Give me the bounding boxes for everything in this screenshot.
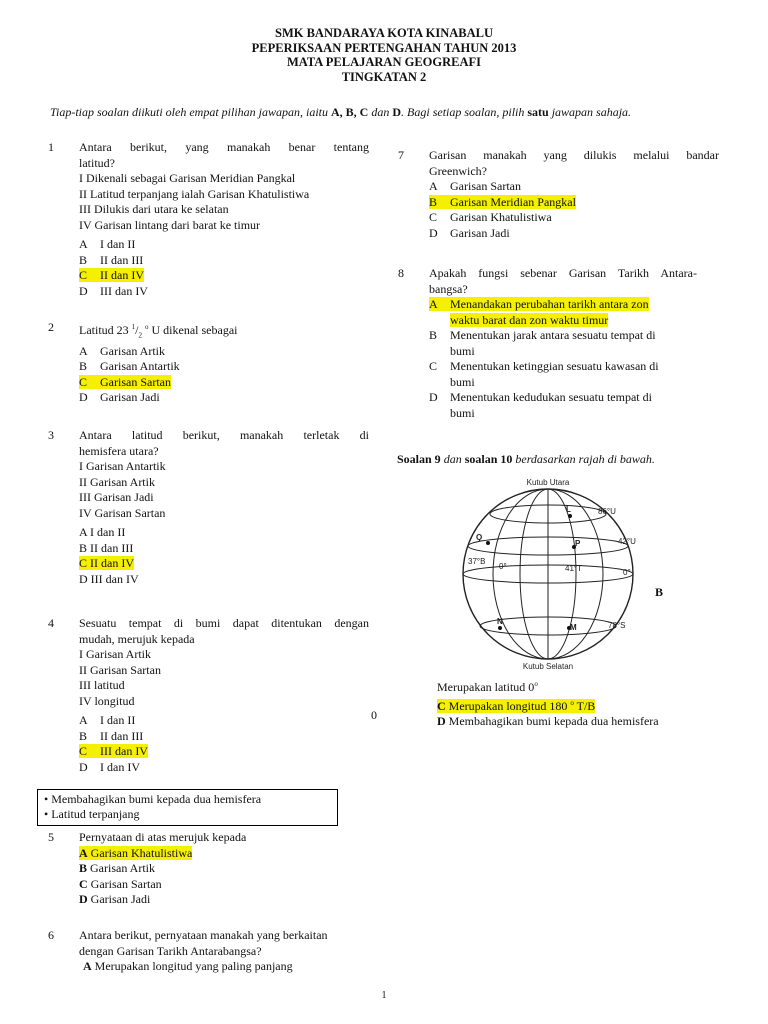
option-a: A Garisan Sartan — [429, 179, 521, 193]
option-a-highlighted-cont: waktu barat dan zon waktu timur — [450, 312, 609, 327]
question-4 — [48, 616, 369, 775]
option-c-highlighted: C Merupakan longitud 180 $^o$ T/B — [437, 698, 596, 713]
option-c-highlighted: C II dan IV — [79, 268, 144, 282]
statement-box — [37, 789, 338, 826]
question-stem: Greenwich? — [429, 163, 487, 178]
question-number: 5 — [48, 830, 54, 844]
option-a: A Garisan Artik — [79, 343, 165, 358]
option-c: C Garisan Khatulistiwa — [429, 210, 552, 224]
point-l-label: L — [566, 505, 571, 514]
option-d: D III dan IV — [79, 571, 139, 586]
point-p-label: P — [575, 539, 581, 548]
lat-78-label: 78°S — [608, 621, 626, 630]
option-b-highlighted: B Garisan Meridian Pangkal — [429, 194, 576, 209]
option-d: D Membahagikan bumi kepada dua hemisfera — [437, 714, 659, 728]
instructions-text: Tiap-tiap soalan diikuti oleh empat pilihan jawapan, iaitu — [50, 105, 332, 119]
point-q — [486, 541, 490, 545]
instructions-letters: A, B, C — [331, 105, 369, 119]
exam-header — [0, 26, 768, 84]
option-d: D Garisan Jadi — [79, 390, 160, 405]
instructions — [50, 105, 750, 121]
question-stem: Antara berikut, yang manakah benar tentang — [79, 140, 369, 154]
option-d: D Menentukan kedudukan sesuatu tempat di — [429, 390, 652, 404]
option-b: B II dan III — [79, 252, 144, 267]
lat-42-label: 42°U — [618, 537, 636, 546]
south-pole-label: Kutub Selatan — [522, 662, 574, 671]
north-pole-label: Kutub Utara — [526, 478, 570, 487]
option-c: C Garisan Sartan — [79, 876, 162, 891]
question-number: 4 — [48, 616, 54, 630]
question-number: 6 — [48, 928, 54, 942]
statement: II Latitud terpanjang ialah Garisan Khatulistiwa — [79, 186, 310, 201]
question-number: 8 — [398, 266, 404, 280]
page-number: 1 — [381, 990, 387, 1001]
school-name: SMK BANDARAYA KOTA KINABALU — [275, 26, 493, 40]
question-stem: Antara berikut, pernyataan manakah yang berkaitan — [79, 928, 328, 942]
option-c-highlighted: C Garisan Sartan — [79, 374, 171, 389]
question-6-continued — [437, 677, 727, 730]
form-title: TINGKATAN 2 — [341, 69, 427, 84]
question-stem: dengan Garisan Tarikh Antarabangsa? — [79, 943, 262, 958]
bullet-statement: • Latitud terpanjang — [44, 807, 140, 821]
question-stem: Sesuatu tempat di bumi dapat ditentukan dengan — [79, 616, 369, 630]
question-1 — [48, 140, 369, 299]
option-b: B II dan III — [79, 728, 144, 743]
statement: II Garisan Sartan — [79, 662, 161, 677]
question-8 — [398, 266, 697, 421]
question-stem: Pernyataan di atas merujuk kepada — [79, 830, 247, 844]
option-b: B Garisan Antartik — [79, 359, 180, 374]
question-stem: Apakah fungsi sebenar Garisan Tarikh Antara- — [429, 266, 697, 280]
statement: II Garisan Artik — [79, 474, 155, 489]
option-a: A I dan II — [79, 525, 126, 539]
instructions-text: jawapan sahaja. — [548, 105, 632, 119]
instructions-text: dan — [368, 105, 393, 119]
option-b: Merupakan latitud 0$^o$ — [437, 680, 538, 694]
option-b: B II dan III — [79, 540, 134, 555]
option-c-highlighted: C II dan IV — [79, 556, 134, 570]
bullet-statement: • Membahagikan bumi kepada dua hemisfera — [44, 792, 262, 806]
statement: III latitud — [79, 678, 125, 692]
point-l — [568, 514, 572, 518]
option-d-cont: bumi — [450, 405, 475, 420]
question-6 — [48, 928, 369, 975]
lat-0-label: 0° — [623, 568, 631, 577]
instructions-text: . Bagi setiap soalan, pilih — [401, 105, 528, 119]
option-b: B Menentukan jarak antara sesuatu tempat di — [429, 328, 656, 342]
option-d: D Garisan Jadi — [79, 892, 151, 906]
point-n — [498, 626, 502, 630]
lon-41-label: 41°T — [565, 564, 582, 573]
point-q-label: Q — [476, 533, 483, 542]
question-stem: hemisfera utara? — [79, 443, 159, 458]
statement: III Dilukis dari utara ke selatan — [79, 202, 229, 216]
statement: IV longitud — [79, 693, 135, 708]
option-c-cont: bumi — [450, 374, 475, 389]
statement: IV Garisan lintang dari barat ke timur — [79, 217, 261, 232]
statement: IV Garisan Sartan — [79, 505, 166, 520]
point-m-label: M — [570, 623, 577, 632]
lon-0-label: 0° — [499, 562, 507, 571]
question-stem: Antara latitud berikut, manakah terletak di — [79, 428, 369, 442]
statement: III Garisan Jadi — [79, 490, 154, 504]
subject-title: MATA PELAJARAN GEOGREAFI — [287, 55, 481, 69]
point-n-label: N — [497, 617, 503, 626]
instructions-satu: satu — [527, 105, 549, 119]
option-a: A I dan II — [79, 713, 136, 727]
instructions-letter-d: D — [392, 105, 402, 119]
question-number: 1 — [48, 140, 54, 154]
question-number: 2 — [48, 320, 54, 334]
option-d: D I dan IV — [79, 759, 140, 774]
question-stem: latitud? — [79, 155, 115, 170]
option-b-cont: bumi — [450, 343, 475, 358]
statement: I Garisan Antartik — [79, 459, 166, 473]
globe-diagram — [448, 476, 648, 676]
stray-letter-b: B — [655, 585, 664, 599]
question-2 — [48, 320, 369, 406]
statement: I Dikenali sebagai Garisan Meridian Pangkal — [79, 171, 296, 185]
question-stem: Garisan manakah yang dilukis melalui bandar — [429, 148, 719, 162]
question-stem: bangsa? — [429, 281, 468, 296]
stray-zero: 0 — [371, 708, 377, 722]
option-a-highlighted: A Garisan Khatulistiwa — [79, 845, 193, 860]
lat-86-label: 86°U — [598, 507, 616, 516]
option-a: A I dan II — [79, 237, 136, 251]
question-stem: mudah, merujuk kepada — [79, 631, 195, 646]
lon-37-label: 37°B — [468, 557, 486, 566]
question-number: 7 — [398, 148, 404, 162]
option-d: D Garisan Jadi — [429, 225, 510, 240]
option-c: C Menentukan ketinggian sesuatu kawasan di — [429, 359, 659, 373]
question-3 — [48, 428, 369, 587]
exam-title: PEPERIKSAAN PERTENGAHAN TAHUN 2013 — [251, 40, 517, 55]
question-number: 3 — [48, 428, 54, 442]
option-a: A Merupakan longitud yang paling panjang — [83, 959, 293, 973]
option-d: D III dan IV — [79, 283, 148, 298]
diagram-caption: Soalan 9 dan soalan 10 berdasarkan rajah di bawah. — [397, 452, 655, 466]
question-stem: Latitud 23 $^1/_2$ $^o$ U dikenal sebagai — [79, 323, 238, 340]
question-7 — [398, 148, 719, 241]
option-c-highlighted: C III dan IV — [79, 744, 148, 758]
option-a-highlighted: A Menandakan perubahan tarikh antara zon — [429, 297, 649, 311]
option-b: B Garisan Artik — [79, 861, 156, 875]
statement: I Garisan Artik — [79, 647, 151, 661]
question-5 — [48, 830, 369, 908]
